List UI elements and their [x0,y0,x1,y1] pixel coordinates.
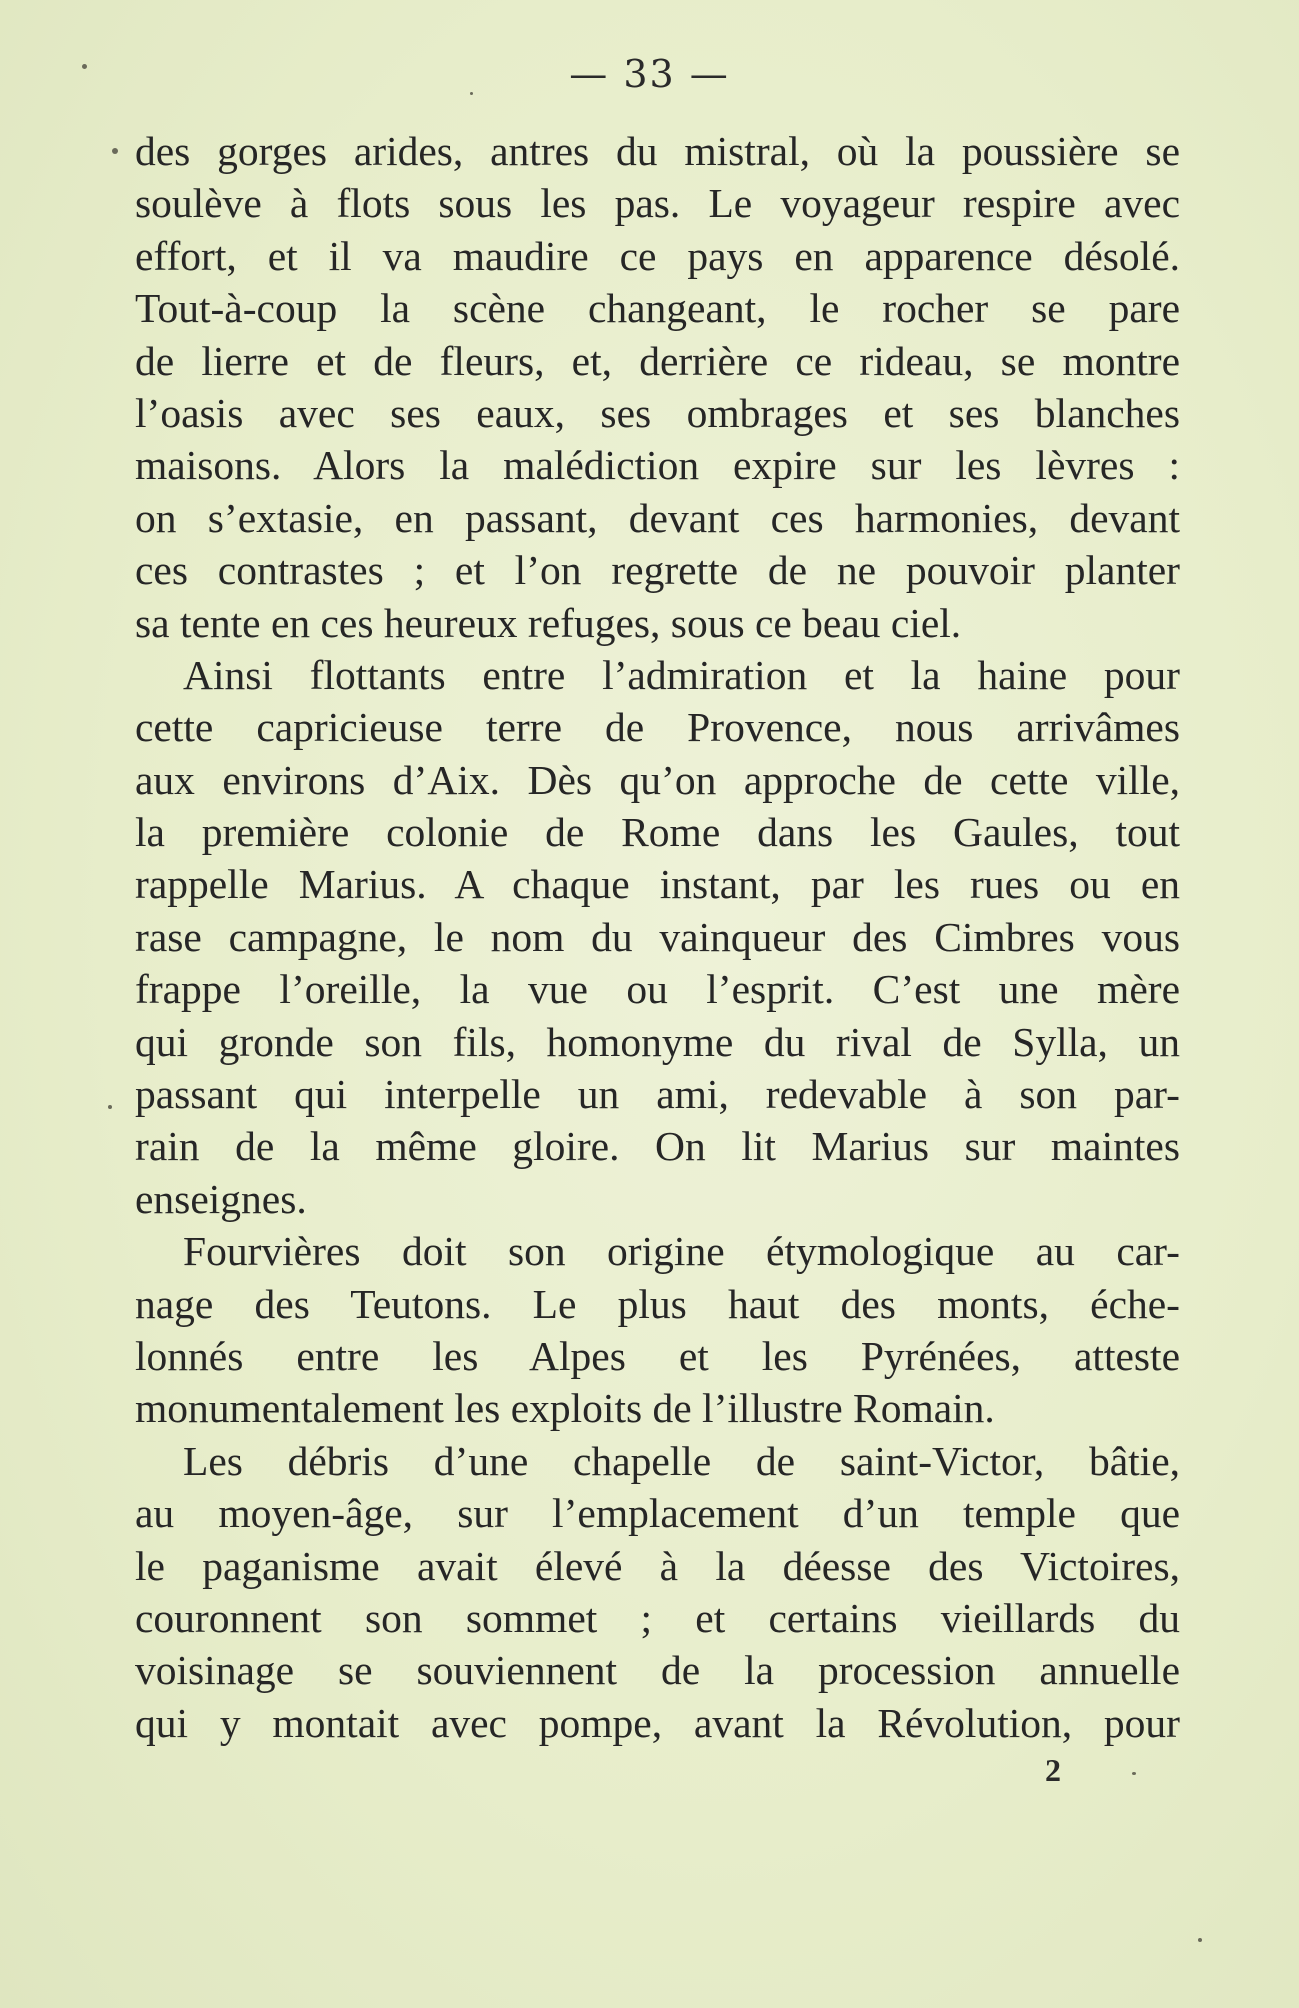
text-line: voisinage se souviennent de la procession annuelle [135,1647,1180,1694]
ink-speck [82,64,87,69]
ink-speck [112,148,118,154]
signature-mark: 2 [1045,1752,1061,1788]
page-number: — 33 — [569,52,730,96]
text-line: rase campagne, le nom du vainqueur des Cimbres vous [135,913,1180,960]
text-line: frappe l’oreille, la vue ou l’esprit. C’est une mère [135,966,1180,1013]
text-line: ces contrastes ; et l’on regrette de ne pouvoir planter [135,547,1180,594]
text-line: la première colonie de Rome dans les Gaules, tout [135,809,1180,856]
text-line: Tout-à-coup la scène changeant, le rocher se pare [135,285,1180,332]
text-line: rappelle Marius. A chaque instant, par les rues ou en [135,861,1180,908]
text-line: passant qui interpelle un ami, redevable à son par- [135,1071,1180,1118]
ink-speck [1132,1772,1136,1775]
text-line: sa tente en ces heureux refuges, sous ce beau ciel. [135,599,962,646]
ink-speck [1198,1938,1202,1942]
text-line: on s’extasie, en passant, devant ces harmonies, devant [135,494,1180,541]
text-line: cette capricieuse terre de Provence, nous arrivâmes [135,704,1180,751]
text-line: Les débris d’une chapelle de saint-Victor, bâtie, [183,1437,1180,1484]
text-line: de lierre et de fleurs, et, derrière ce rideau, se montre [135,337,1180,384]
text-line: lonnés entre les Alpes et les Pyrénées, atteste [135,1332,1180,1379]
text-line: maisons. Alors la malédiction expire sur les lèvres : [135,442,1180,489]
text-line: soulève à flots sous les pas. Le voyageur respire avec [135,180,1180,227]
text-line: nage des Teutons. Le plus haut des monts, éche- [135,1280,1180,1327]
text-line: Fourvières doit son origine étymologique au car- [183,1228,1180,1275]
body-text [135,125,1180,1749]
text-line: aux environs d’Aix. Dès qu’on approche de cette ville, [135,756,1180,803]
text-line: qui y montait avec pompe, avant la Révolution, pour [135,1699,1180,1746]
text-line: monumentalement les exploits de l’illustre Romain. [135,1385,995,1432]
text-line: des gorges arides, antres du mistral, où la poussière se [135,128,1180,174]
text-line: au moyen-âge, sur l’emplacement d’un temple que [135,1490,1180,1537]
text-line: l’oasis avec ses eaux, ses ombrages et ses blanches [135,389,1180,436]
ink-speck [470,92,473,95]
text-line: Ainsi flottants entre l’admiration et la haine pour [183,651,1180,698]
ink-speck [108,1105,112,1109]
text-line: effort, et il va maudire ce pays en apparence désolé. [135,232,1180,279]
text-line: couronnent son sommet ; et certains vieillards du [135,1594,1180,1641]
text-line: qui gronde son fils, homonyme du rival de Sylla, un [135,1018,1180,1065]
text-line: rain de la même gloire. On lit Marius sur maintes [135,1123,1180,1170]
text-line: le paganisme avait élevé à la déesse des Victoires, [135,1542,1180,1589]
text-line: enseignes. [135,1175,307,1222]
